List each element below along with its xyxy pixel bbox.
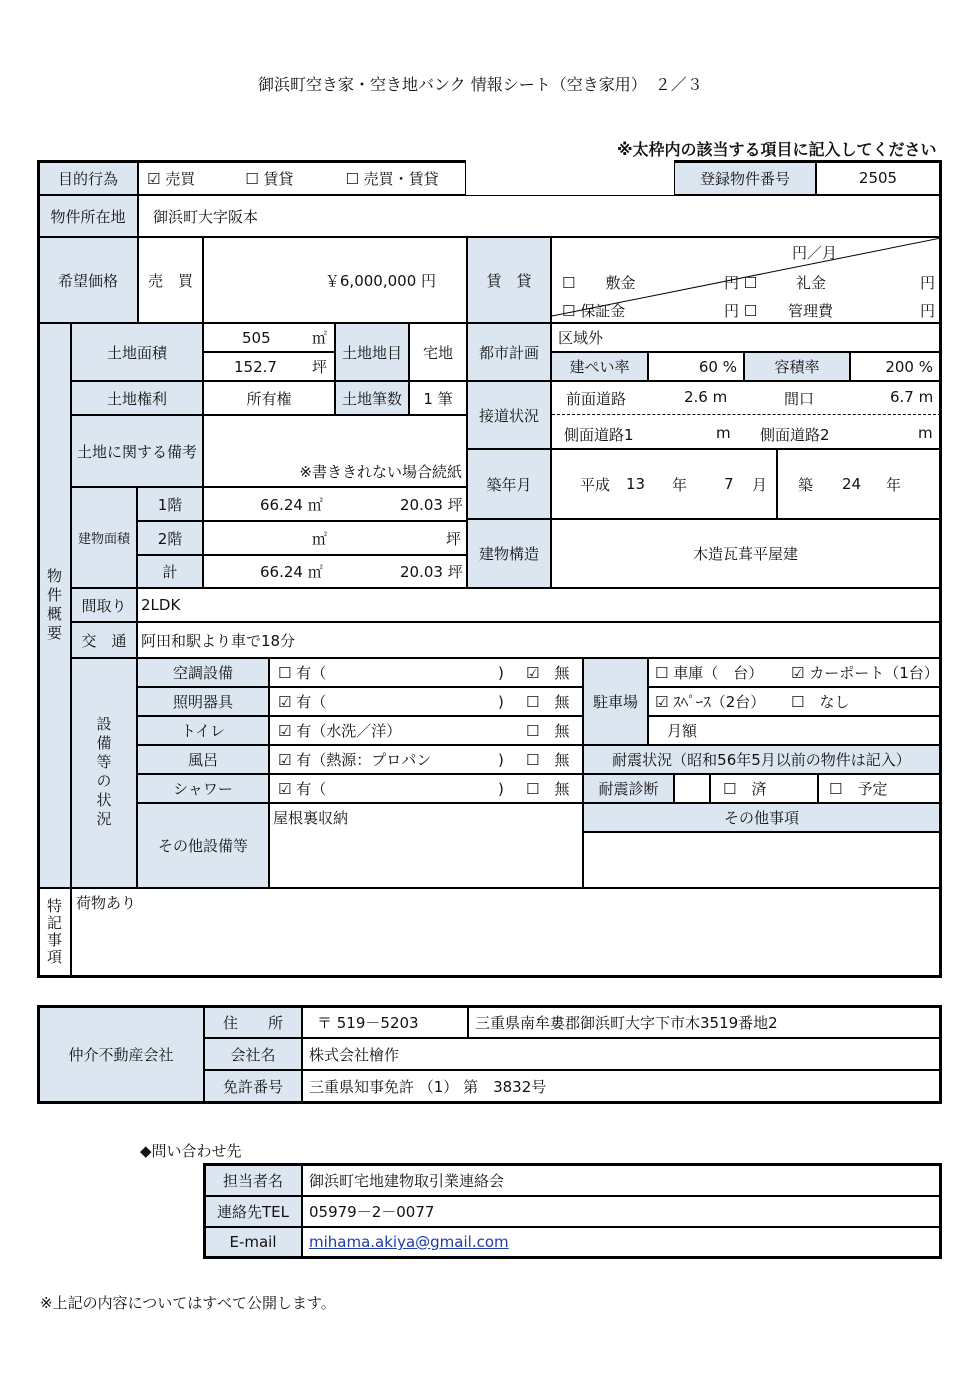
floor2-area: ㎡ 坪	[203, 521, 467, 555]
parking-garage-checkbox[interactable]: ☐ 車庫（ 台）	[655, 664, 764, 682]
access-value: 阿田和駅より車で18分	[137, 622, 940, 658]
rent-label: 賃 貸	[467, 237, 551, 323]
seismic-diag-label: 耐震診断	[583, 774, 674, 803]
floor2-label: 2階	[137, 521, 203, 555]
equip-shower-row[interactable]: ☑ 有（ ) ☐ 無	[269, 774, 583, 803]
contact-heading: ◆問い合わせ先	[140, 1142, 242, 1160]
other-items-header: その他事項	[583, 803, 940, 832]
seismic-planned-checkbox[interactable]: ☐ 予定	[818, 774, 940, 803]
rent-unit: 円／月	[792, 244, 838, 262]
total-area: 66.24 ㎡ 20.03 坪	[203, 555, 467, 588]
land-category-label: 土地地目	[335, 323, 409, 381]
contact-tel: 05979－2－0077	[302, 1196, 940, 1227]
road-box	[551, 381, 940, 449]
equip-lighting-label: 照明器具	[137, 687, 269, 716]
front-road-label: 前面道路	[566, 390, 627, 408]
agent-license: 三重県知事免許 （1） 第 3832号	[302, 1070, 940, 1102]
land-area-m2: 505 ㎡	[203, 323, 335, 352]
agent-zip: 〒 519－5203	[302, 1006, 468, 1038]
agent-address: 三重県南牟婁郡御浜町大字下市木3519番地2	[468, 1006, 940, 1038]
built-age: 築 24 年	[777, 449, 940, 519]
equip-aircon-label: 空調設備	[137, 658, 269, 687]
seismic-status-header: 耐震状況（昭和56年5月以前の物件は記入）	[583, 745, 940, 774]
purpose-sale-checkbox[interactable]: ☑ 売買	[147, 169, 196, 188]
seismic-done-checkbox[interactable]: ☐ 済	[710, 774, 818, 803]
agent-label: 仲介不動産会社	[38, 1006, 204, 1102]
land-parcels-value: 1 筆	[409, 381, 467, 415]
sale-price: ￥6,000,000 円	[203, 237, 467, 323]
hoshokin-checkbox[interactable]: ☐ 保証金	[562, 302, 626, 320]
seismic-blank	[674, 774, 710, 803]
built-date: 平成 13 年 7 月	[551, 449, 777, 519]
other-items-value	[583, 832, 940, 888]
equipment-label: 設備等の状況	[71, 658, 137, 888]
parking-space-checkbox[interactable]: ☑ ｽﾍﾟｰｽ（2台）	[655, 693, 766, 711]
structure-value: 木造瓦葺平屋建	[551, 519, 940, 588]
land-category-value: 宅地	[409, 323, 467, 381]
city-planning-label: 都市計画	[467, 323, 551, 381]
land-remarks-label: 土地に関する備考	[71, 415, 203, 487]
layout-label: 間取り	[71, 588, 137, 622]
contact-tel-label: 連絡先TEL	[204, 1196, 302, 1227]
hoshokin-unit: 円 ☐	[724, 302, 758, 320]
contact-email-cell	[302, 1227, 940, 1257]
equip-toilet-row[interactable]: ☑ 有（水洗／洋） ☐ 無	[269, 716, 583, 745]
purpose-options[interactable]	[138, 161, 466, 195]
agent-license-label: 免許番号	[204, 1070, 302, 1102]
building-area-label: 建物面積	[71, 487, 137, 588]
equip-lighting-row[interactable]: ☑ 有（ ) ☐ 無	[269, 687, 583, 716]
agent-address-label: 住 所	[204, 1006, 302, 1038]
parking-label: 駐車場	[583, 658, 648, 745]
kanrihi-unit: 円	[920, 302, 936, 320]
contact-email-label: E-mail	[204, 1227, 302, 1257]
contact-person: 御浜町宅地建物取引業連絡会	[302, 1164, 940, 1196]
structure-label: 建物構造	[467, 519, 551, 588]
land-rights-label: 土地権利	[71, 381, 203, 415]
land-parcels-label: 土地筆数	[335, 381, 409, 415]
equip-bath-row[interactable]: ☑ 有（熱源：プロパン ) ☐ 無	[269, 745, 583, 774]
land-remarks-note: ※書ききれない場合続紙	[203, 415, 467, 487]
far-label: 容積率	[744, 352, 850, 381]
equip-shower-label: シャワー	[137, 774, 269, 803]
parking-row1[interactable]	[648, 658, 940, 687]
special-value: 荷物あり	[71, 888, 940, 976]
agent-company: 株式会社檜作	[302, 1038, 940, 1070]
side-road1-label: 側面道路1	[564, 426, 634, 444]
land-area-tsubo: 152.7 坪	[203, 352, 335, 381]
purpose-label: 目的行為	[38, 161, 138, 195]
parking-carport-checkbox[interactable]: ☑ カーポート（1台）	[791, 664, 939, 682]
road-label: 接道状況	[467, 381, 551, 449]
registration-label: 登録物件番号	[674, 161, 816, 195]
reikin-label: 礼金	[796, 274, 827, 292]
city-planning-value: 区域外	[551, 323, 940, 352]
land-rights-value: 所有権	[203, 381, 335, 415]
floor1-area: 66.24 ㎡ 20.03 坪	[203, 487, 467, 521]
contact-person-label: 担当者名	[204, 1164, 302, 1196]
special-label: 特記事項	[38, 888, 71, 976]
equip-bath-label: 風呂	[137, 745, 269, 774]
kanrihi-label: 管理費	[788, 302, 834, 320]
reikin-unit: 円	[920, 274, 936, 292]
land-area-label: 土地面積	[71, 323, 203, 381]
rent-box	[551, 237, 940, 323]
equip-other-label: その他設備等	[137, 803, 269, 888]
sale-label: 売 買	[138, 237, 203, 323]
bcr-value: 60 %	[648, 352, 744, 381]
equip-toilet-label: トイレ	[137, 716, 269, 745]
front-road-value: 2.6 m	[684, 388, 728, 406]
frontage-value: 6.7 m	[890, 388, 934, 406]
access-label: 交 通	[71, 622, 137, 658]
floor1-label: 1階	[137, 487, 203, 521]
page-title: 御浜町空き家・空き地バンク 情報シート（空き家用） ２／３	[258, 75, 703, 94]
location-label: 物件所在地	[38, 195, 138, 237]
equip-aircon-row[interactable]: ☐ 有（ ) ☑ 無	[269, 658, 583, 687]
overview-label: 物件概要	[38, 323, 71, 888]
frontage-label: 間口	[784, 390, 815, 408]
total-label: 計	[137, 555, 203, 588]
registration-number: 2505	[816, 161, 940, 195]
side-road2-unit: m	[918, 424, 933, 442]
far-value: 200 %	[850, 352, 940, 381]
location-value: 御浜町大字阪本	[138, 195, 940, 237]
purpose-both-checkbox[interactable]: ☐ 売買・賃貸	[345, 169, 439, 188]
contact-email-link[interactable]: mihama.akiya@gmail.com	[309, 1233, 509, 1251]
shikikin-unit: 円 ☐	[724, 274, 758, 292]
road-divider	[552, 414, 940, 415]
side-road2-label: 側面道路2	[760, 426, 830, 444]
purpose-rent-checkbox[interactable]: ☐ 賃貸	[245, 169, 294, 188]
side-road1-unit: m	[716, 424, 731, 442]
instruction-note: ※太枠内の該当する項目に記入してください	[617, 140, 937, 159]
shikikin-checkbox[interactable]: ☐ 敷金	[562, 274, 636, 292]
footer-note: ※上記の内容についてはすべて公開します。	[40, 1294, 336, 1312]
parking-none-checkbox[interactable]: ☐ なし	[791, 693, 850, 711]
built-label: 築年月	[467, 449, 551, 519]
agent-company-label: 会社名	[204, 1038, 302, 1070]
bcr-label: 建ぺい率	[551, 352, 648, 381]
parking-row2[interactable]	[648, 687, 940, 716]
price-label: 希望価格	[38, 237, 138, 323]
layout-value: 2LDK	[137, 588, 940, 622]
equip-other-value: 屋根裏収納	[269, 803, 583, 888]
parking-monthly: 月額	[648, 716, 940, 745]
